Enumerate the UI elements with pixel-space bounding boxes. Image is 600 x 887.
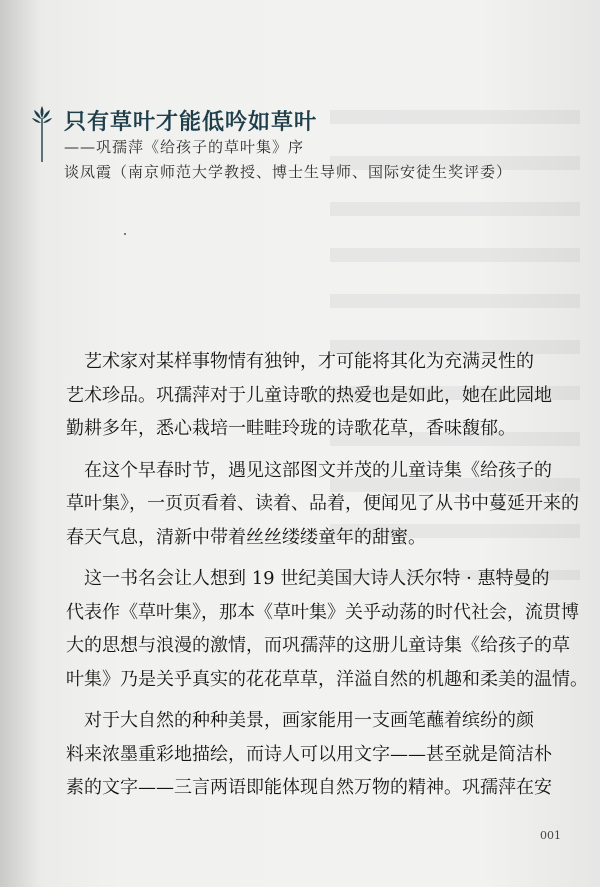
text-line: 素的文字——三言两语即能体现自然万物的精神。巩孺萍在安 (66, 777, 552, 798)
text-line: 艺术家对某样事物情有独钟，才可能将其化为充满灵性的 (66, 351, 534, 372)
grass-leaf-ornament-icon (30, 104, 54, 164)
author-line: 谈凤霞（南京师范大学教授、博士生导师、国际安徒生奖评委） (64, 163, 513, 181)
body-text (66, 345, 588, 813)
page-subtitle: ——巩孺萍《给孩子的草叶集》序 (64, 138, 305, 156)
text-line: 大的思想与浪漫的激情，而巩孺萍的这册儿童诗集《给孩子的草 (66, 635, 570, 656)
text-line: 这一书名会让人想到 19 世纪美国大诗人沃尔特 · 惠特曼的 (66, 568, 550, 589)
text-line: 草叶集》，一页页看着、读着、品着，便闻见了从书中蔓延开来的 (66, 493, 579, 514)
text-line: 料来浓墨重彩地描绘，而诗人可以用文字——甚至就是简洁朴 (66, 743, 552, 765)
page-title: 只有草叶才能低吟如草叶 (64, 110, 318, 135)
text-line: 代表作《草叶集》，那本《草叶集》关乎动荡的时代社会，流贯博 (66, 601, 579, 623)
paragraph (66, 454, 579, 555)
text-line: 在这个早春时节，遇见这部图文并茂的儿童诗集《给孩子的 (66, 459, 552, 481)
text-line: 勤耕多年，悉心栽培一畦畦玲珑的诗歌花草，香味馥郁。 (66, 418, 516, 439)
speck-mark (124, 233, 126, 235)
paragraph (66, 345, 552, 446)
paragraph (66, 704, 552, 805)
text-line: 春天气息，清新中带着丝丝缕缕童年的甜蜜。 (66, 526, 426, 548)
page-number: 001 (540, 829, 561, 842)
text-line: 艺术珍品。巩孺萍对于儿童诗歌的热爱也是如此，她在此园地 (66, 384, 552, 406)
text-line: 对于大自然的种种美景，画家能用一支画笔蘸着缤纷的颜 (66, 710, 534, 731)
text-line: 叶集》乃是关乎真实的花花草草，洋溢自然的机趣和柔美的温情。 (66, 668, 588, 690)
paragraph (66, 562, 588, 696)
